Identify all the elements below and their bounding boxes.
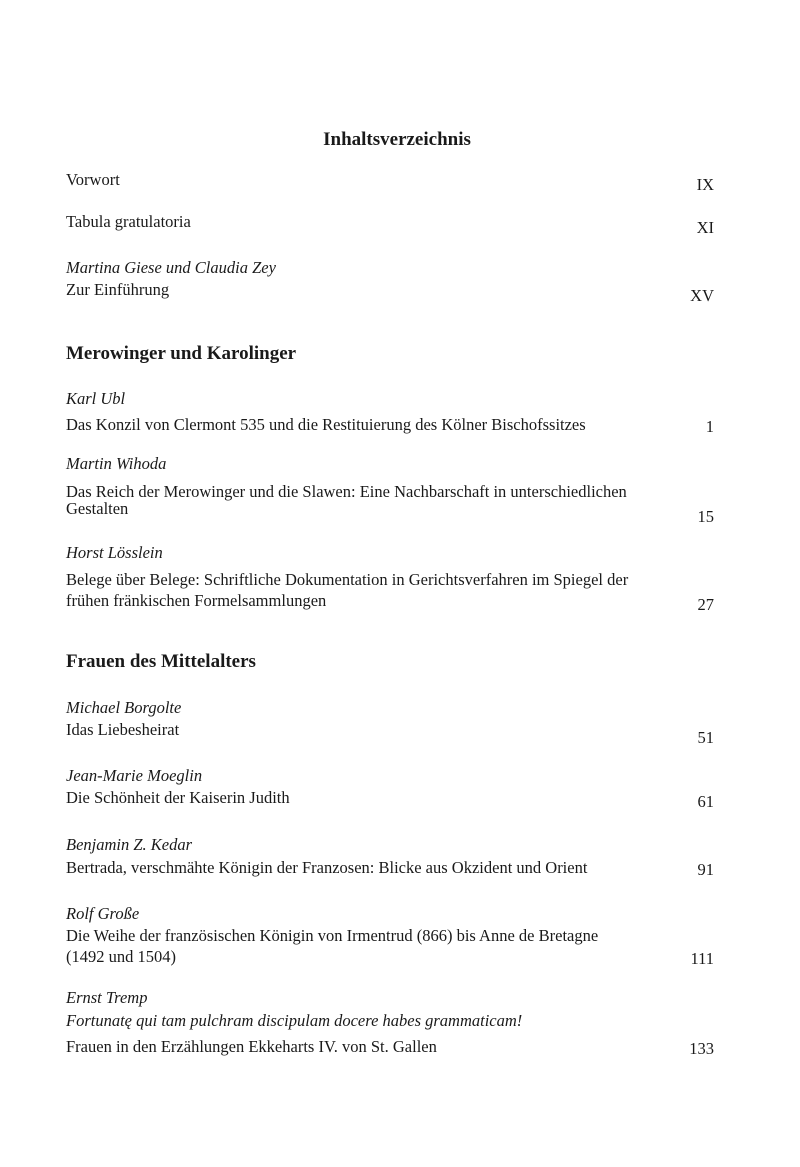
page-number: 133	[689, 1039, 714, 1058]
entry-title: (1492 und 1504)	[66, 947, 176, 966]
entry-author: Benjamin Z. Kedar	[66, 835, 193, 854]
section-heading: Frauen des Mittelalters	[66, 651, 256, 672]
section-heading: Merowinger und Karolinger	[66, 343, 297, 364]
entry-title: Vorwort	[66, 170, 120, 189]
page-number: XI	[696, 218, 714, 237]
entry-title: Zur Einführung	[66, 280, 170, 299]
entry-title: Bertrada, verschmähte Königin der Franzosen: Blicke aus Okzident und Orient	[66, 858, 588, 877]
page-number: XV	[690, 286, 714, 305]
entry-title: Das Reich der Merowinger und die Slawen: Eine Nachbarschaft in unterschiedlichen	[66, 482, 627, 501]
entry-title: Frauen in den Erzählungen Ekkeharts IV. von St. Gallen	[66, 1037, 437, 1056]
entry-title: Gestalten	[66, 499, 129, 518]
page-number: 91	[697, 860, 714, 879]
page-number: 1	[705, 417, 714, 436]
page-number: 51	[697, 728, 714, 747]
entry-author: Karl Ubl	[66, 389, 126, 408]
page-number: IX	[696, 175, 714, 194]
entry-title: Tabula gratulatoria	[66, 212, 191, 231]
entry-title: Das Konzil von Clermont 535 und die Restituierung des Kölner Bischofssitzes	[66, 415, 586, 434]
page-number: 15	[697, 507, 714, 526]
entry-title: Belege über Belege: Schriftliche Dokumentation in Gerichtsverfahren im Spiegel der	[66, 570, 629, 589]
page-number: 61	[697, 792, 714, 811]
entry-title: Die Schönheit der Kaiserin Judith	[66, 788, 290, 807]
entry-author: Martin Wihoda	[66, 454, 167, 473]
entry-author: Ernst Tremp	[66, 988, 148, 1007]
entry-author: Horst Lösslein	[66, 543, 163, 562]
page-title: Inhaltsverzeichnis	[323, 129, 471, 150]
entry-author: Martina Giese und Claudia Zey	[66, 258, 276, 277]
entry-author: Jean-Marie Moeglin	[66, 766, 203, 785]
entry-subtitle: Fortunatę qui tam pulchram discipulam docere habes grammaticam!	[66, 1011, 523, 1030]
page-number: 111	[690, 949, 714, 968]
entry-title: Die Weihe der französischen Königin von Irmentrud (866) bis Anne de Bretagne	[66, 926, 599, 945]
page-number: 27	[697, 595, 714, 614]
entry-author: Michael Borgolte	[66, 698, 182, 717]
entry-author: Rolf Große	[66, 904, 140, 923]
entry-title: frühen fränkischen Formelsammlungen	[66, 591, 327, 610]
entry-title: Idas Liebesheirat	[66, 720, 180, 739]
